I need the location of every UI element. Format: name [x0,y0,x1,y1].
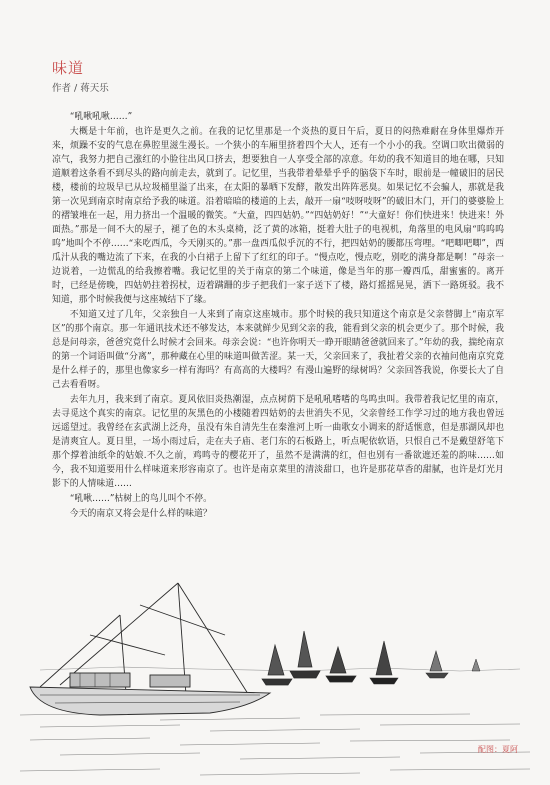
article-title: 味道 [52,59,85,77]
small-boat [262,645,292,685]
article-body [52,110,504,522]
small-boat [472,659,480,671]
sailboat-illustration [0,575,550,785]
junk-boat [30,583,270,715]
small-boat [370,641,398,684]
paragraph: 去年九月，我来到了南京。夏风依旧炎热潮湿，点点树荫下是吼吼嗜嗜的鸟鸣虫叫。我带着我记忆里的南京，去寻觅这个真实的南京。记忆里的灰黑色的小楼随着四姑奶的去世消失不见，父亲曾经工作学习过的地方我也曾远远遥望过。我曾经在玄武湖上泛舟，虽没有朱自清先生在秦淮河上听一曲歌女小调来的舒适惬意，但是那湖风却也是清爽宜人。夏日里，一场小雨过后，走在夫子庙、老门东的石板路上，听点呢依软语，只恨自己不是戴望舒笔下那个撑着油纸伞的姑娘.不久之前，鸡鸣寺的樱花开了，虽然不是满满的红，但也别有一番欲遮还羞的韵味……如今，我不知道要用什么样味道来形容南京了。也许是南京菜里的清淡甜口，也许是那花草香的甜腻，也许是灯光月影下的人情味道…… [52,395,504,489]
paragraph: 大概是十年前，也许是更久之前。在我的记忆里那是一个炎热的夏日午后，夏日的闷热难耐在身体里爆炸开来，烦躁不安的气息在鼻腔里滋生漫长。一个狭小的车厢里挤着四个大人，还有一个小小的我。空调口吹出微弱的凉气，我努力把自己涨红的小脸往出风口挤去，想要独自一人享受全部的凉意。年幼的我不知道目的地在哪，只知道顺着这条看不到尽头的路向前走去，就到了。记忆里，当我带着晕晕乎乎的脑袋下车时，眼前是一幢破旧的居民楼，楼前的垃圾早已从垃圾桶里溢了出来，在太阳的暴晒下发酵，散发出阵阵恶臭。如果记忆不会骗人，那就是我第一次见到南京时南京给予我的味道。沿着暗暗的楼道的上去，敲开一扇“吱呀吱呀”的破旧木门，开门的婆婆脸上的褶皱堆在一起，用力挤出一个温暖的微笑。“大童，四四姑奶。”“四姑奶好！”“大童好！你们快进来！快进来！外面热。”那是一间不大的屋子，褪了色的木头桌椅，泛了黄的冰箱，挺着大肚子的电视机，角落里的电风扇“呜呜呜呜”地叫个不停……“来吃西瓜，今天刚买的。”那一盘西瓜似乎沉的不行，把四姑奶的腰都压弯哩。“吧唧吧唧”，西瓜汁从我的嘴边流了下来，在我的小白裙子上留下了红红的印子。“慢点吃，慢点吃，别吃的满身都是啊！”母亲一边说着，一边慌乱的给我擦着嘴。我记忆里的关于南京的第二个味道，像是当年的那一瓣西瓜，甜蜜蜜的。离开时，已经是傍晚，四姑奶拄着拐杖，迈着蹒跚的步子把我们一家子送下了楼，路灯摇摇晃晃，洒下一路斑驳。我不知道，那个时候我便与这座城结下了缘。 [52,127,504,305]
paragraph: 不知道又过了几年，父亲独自一人来到了南京这座城市。那个时候的我只知道这个南京是父亲替脚上“南京军区”的那个南京。那一年通讯技术还不够发达，本来就鲜少见到父亲的我，能看到父亲的机会更少了。那个时候，我总是问母亲，爸爸究竟什么时候才会回来。母亲会说：“也许你明天一睁开眼睛爸爸就回来了。”年幼的我，揣纶南京的第一个词语叫做“分离”，那种藏在心里的味道叫做苦涩。某一天，父亲回来了，我扯着父亲的衣袖问他南京究竟是什么样子的，那里也像家乡一样有海吗？有高高的大楼吗？有漫山遍野的绿树吗？父亲回答我说，你要长大了自己去看看呀。 [52,310,504,390]
paragraph: “吼啾吼啾……” [69,112,133,122]
small-boat [426,651,448,678]
paragraph: 今天的南京又将会是什么样的味道？ [69,509,212,519]
small-boat [290,631,320,678]
water-lines [20,713,530,775]
paragraph: “吼啾……”枯树上的鸟儿叫个不停。 [69,494,212,504]
small-boat [326,647,356,682]
illustration-caption: 配图：夏阿 [478,745,518,754]
article-author: 作者 / 蒋天乐 [52,83,109,94]
